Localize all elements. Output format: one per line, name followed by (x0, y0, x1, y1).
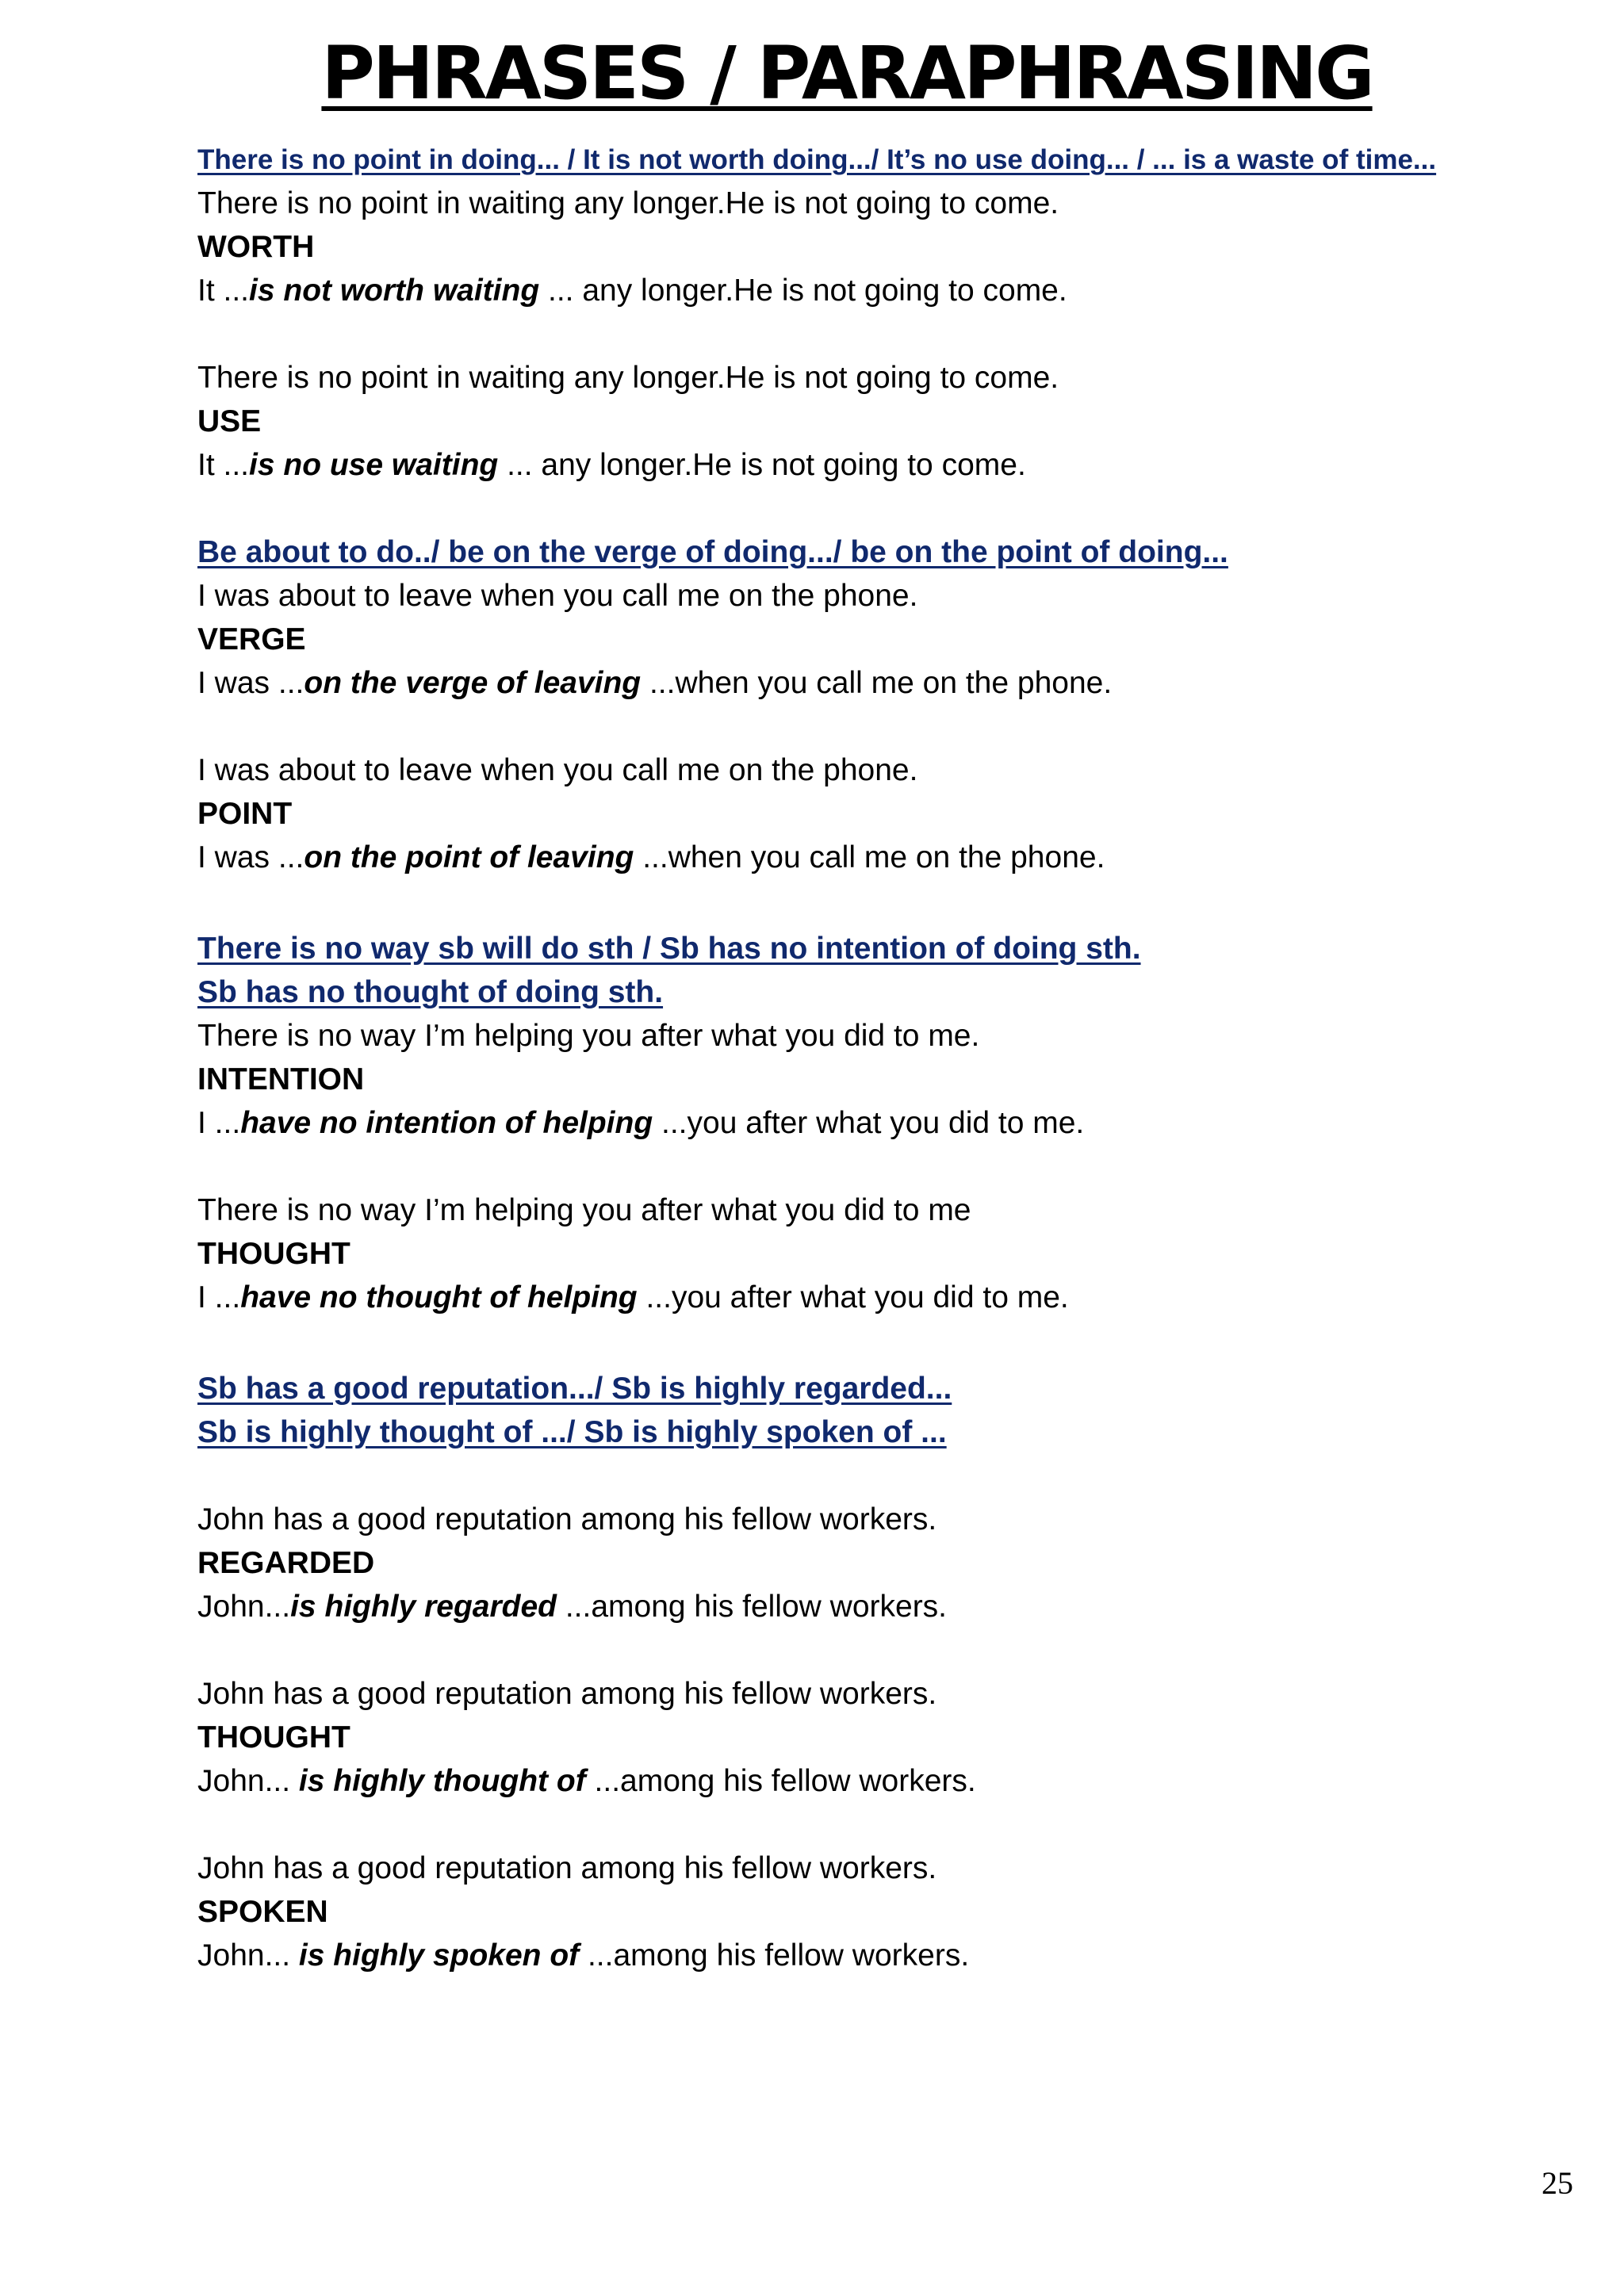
paraphrase-prefix: I was ... (197, 840, 304, 874)
keyword-label: VERGE (197, 622, 306, 656)
paraphrase-suffix: ...you after what you did to me. (637, 1280, 1069, 1314)
paraphrase-suffix: ...you after what you did to me. (653, 1106, 1085, 1140)
keyword-label: USE (197, 404, 262, 438)
rule-heading: There is no way sb will do sth / Sb has no intention of doing sth. (197, 932, 1141, 966)
paraphrase-answer: is highly thought of (298, 1764, 586, 1798)
rule-heading-continued: Sb has no thought of doing sth. (197, 975, 664, 1009)
rule-heading-continued: Sb is highly thought of .../ Sb is highly spoken of ... (197, 1415, 947, 1449)
paraphrase-answer: on the verge of leaving (304, 666, 642, 700)
keyword-label: REGARDED (197, 1546, 375, 1580)
rule-heading: Be about to do../ be on the verge of doing.../ be on the point of doing... (197, 535, 1228, 569)
original-sentence: I was about to leave when you call me on the phone. (197, 753, 918, 787)
paraphrase-sentence (197, 443, 1609, 487)
original-sentence: There is no point in waiting any longer.He is not going to come. (197, 361, 1059, 395)
original-sentence: John has a good reputation among his fellow workers. (197, 1502, 937, 1536)
paraphrase-sentence (197, 1585, 1609, 1628)
paraphrase-answer: have no intention of helping (240, 1106, 653, 1140)
rule-heading: There is no point in doing... / It is not worth doing.../ It’s no use doing... / ... is a waste of time... (197, 144, 1437, 175)
paraphrase-sentence (197, 1276, 1609, 1319)
paraphrase-suffix: ...when you call me on the phone. (634, 840, 1105, 874)
paraphrase-answer: have no thought of helping (240, 1280, 638, 1314)
paraphrase-prefix: I was ... (197, 666, 304, 700)
keyword-label: POINT (197, 797, 293, 831)
paraphrase-answer: is not worth waiting (249, 274, 540, 308)
paraphrase-prefix: It ... (197, 448, 250, 482)
paraphrase-prefix: John... (197, 1938, 299, 1973)
paraphrase-sentence (197, 269, 1609, 312)
keyword-label: SPOKEN (197, 1895, 328, 1929)
paraphrase-prefix: It ... (197, 274, 250, 308)
paraphrase-sentence (197, 1101, 1609, 1145)
paraphrase-answer: is no use waiting (249, 448, 499, 482)
paraphrase-sentence (197, 661, 1609, 705)
page-number: 25 (1542, 2165, 1573, 2201)
paraphrase-suffix: ...among his fellow workers. (557, 1590, 948, 1624)
paraphrase-sentence (197, 836, 1609, 879)
paraphrase-suffix: ...when you call me on the phone. (641, 666, 1113, 700)
keyword-label: INTENTION (197, 1062, 365, 1096)
original-sentence: There is no way I’m helping you after what you did to me. (197, 1019, 980, 1053)
paraphrase-suffix: ...among his fellow workers. (585, 1764, 976, 1798)
paraphrase-prefix: I ... (197, 1106, 241, 1140)
original-sentence: There is no point in waiting any longer.He is not going to come. (197, 186, 1059, 220)
original-sentence: There is no way I’m helping you after what you did to me (197, 1193, 971, 1227)
document-content (197, 138, 1609, 1977)
paraphrase-prefix: John... (197, 1590, 291, 1624)
original-sentence: I was about to leave when you call me on the phone. (197, 579, 918, 613)
paraphrase-prefix: I ... (197, 1280, 241, 1314)
paraphrase-sentence (197, 1759, 1609, 1803)
paraphrase-answer: is highly regarded (290, 1590, 557, 1624)
page-title: PHRASES / PARAPHRASING (321, 31, 1373, 116)
paraphrase-suffix: ... any longer.He is not going to come. (539, 274, 1067, 308)
paraphrase-answer: on the point of leaving (304, 840, 634, 874)
paraphrase-prefix: John... (197, 1764, 299, 1798)
keyword-label: THOUGHT (197, 1720, 350, 1755)
original-sentence: John has a good reputation among his fellow workers. (197, 1677, 937, 1711)
paraphrase-sentence (197, 1934, 1609, 1977)
paraphrase-suffix: ... any longer.He is not going to come. (498, 448, 1026, 482)
keyword-label: THOUGHT (197, 1237, 350, 1271)
paraphrase-suffix: ...among his fellow workers. (579, 1938, 970, 1973)
paraphrase-answer: is highly spoken of (298, 1938, 580, 1973)
rule-heading: Sb has a good reputation.../ Sb is highly regarded... (197, 1372, 952, 1406)
original-sentence: John has a good reputation among his fellow workers. (197, 1851, 937, 1885)
keyword-label: WORTH (197, 230, 315, 264)
